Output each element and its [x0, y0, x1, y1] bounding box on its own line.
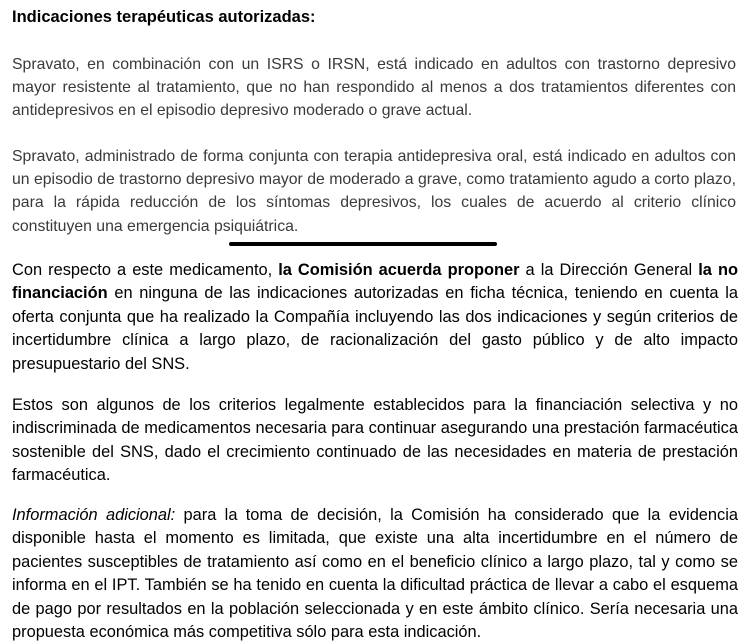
decision-text-2: a la Dirección General [519, 261, 699, 279]
decision-text-3: en ninguna de las indicaciones autorizadas en ficha técnica, teniendo en cuenta la oferta conjunta que ha realizado la Compañía incluyendo las dos indicaciones y según criterios de incertidumbre clínica a largo plazo, de racionalización del gasto público y de alto impacto presupuestario del SNS. [12, 284, 738, 373]
criteria-paragraph: Estos son algunos de los criterios legalmente establecidos para la financiación selectiva y no indiscriminada de medicamentos necesaria para continuar asegurando una prestación farmacéutica sostenible del SNS, dado el crecimiento continuado de las necesidades en materia de prestación farmacéutica. [12, 396, 738, 485]
decision-text-1: Con respecto a este medicamento, [12, 261, 279, 279]
additional-info-label: Información adicional: [12, 506, 176, 524]
decision-bold-committee: la Comisión acuerda proponer [278, 261, 520, 279]
indication-paragraph-2: Spravato, administrado de forma conjunta con terapia antidepresiva oral, está indicado en adultos con un episodio de trastorno depresivo mayor de moderado a grave, como tratamiento agudo a corto plazo, para la rápida reducción de los síntomas depresivos, los cuales de acuerdo al criterio clínico constituyen una emergencia psiquiátrica. [12, 148, 736, 235]
section-heading: Indicaciones terapéuticas autorizadas: [12, 8, 316, 26]
decision-paragraph [12, 259, 738, 376]
additional-info-text: para la toma de decisión, la Comisión ha considerado que la evidencia disponible hasta el momento es limitada, que existe una alta incertidumbre en el número de pacientes susceptibles de tratamiento así como en el beneficio clínico a largo plazo, tal y como se informa en el IPT. También se ha tenido en cuenta la dificultad práctica de llevar a cabo el esquema de pago por resultados en la población seleccionada y en este ámbito clínico. Sería necesaria una propuesta económica más competitiva sólo para esta indicación. [12, 506, 738, 642]
indication-paragraph-1: Spravato, en combinación con un ISRS o IRSN, está indicado en adultos con trastorno depresivo mayor resistente al tratamiento, que no han respondido al menos a dos tratamientos diferentes con antidepresivos en el episodio depresivo moderado o grave actual. [12, 56, 736, 120]
section-divider [229, 242, 497, 246]
decision-bold-no-funding: la no financiación [12, 261, 738, 303]
additional-info-paragraph [12, 504, 738, 644]
